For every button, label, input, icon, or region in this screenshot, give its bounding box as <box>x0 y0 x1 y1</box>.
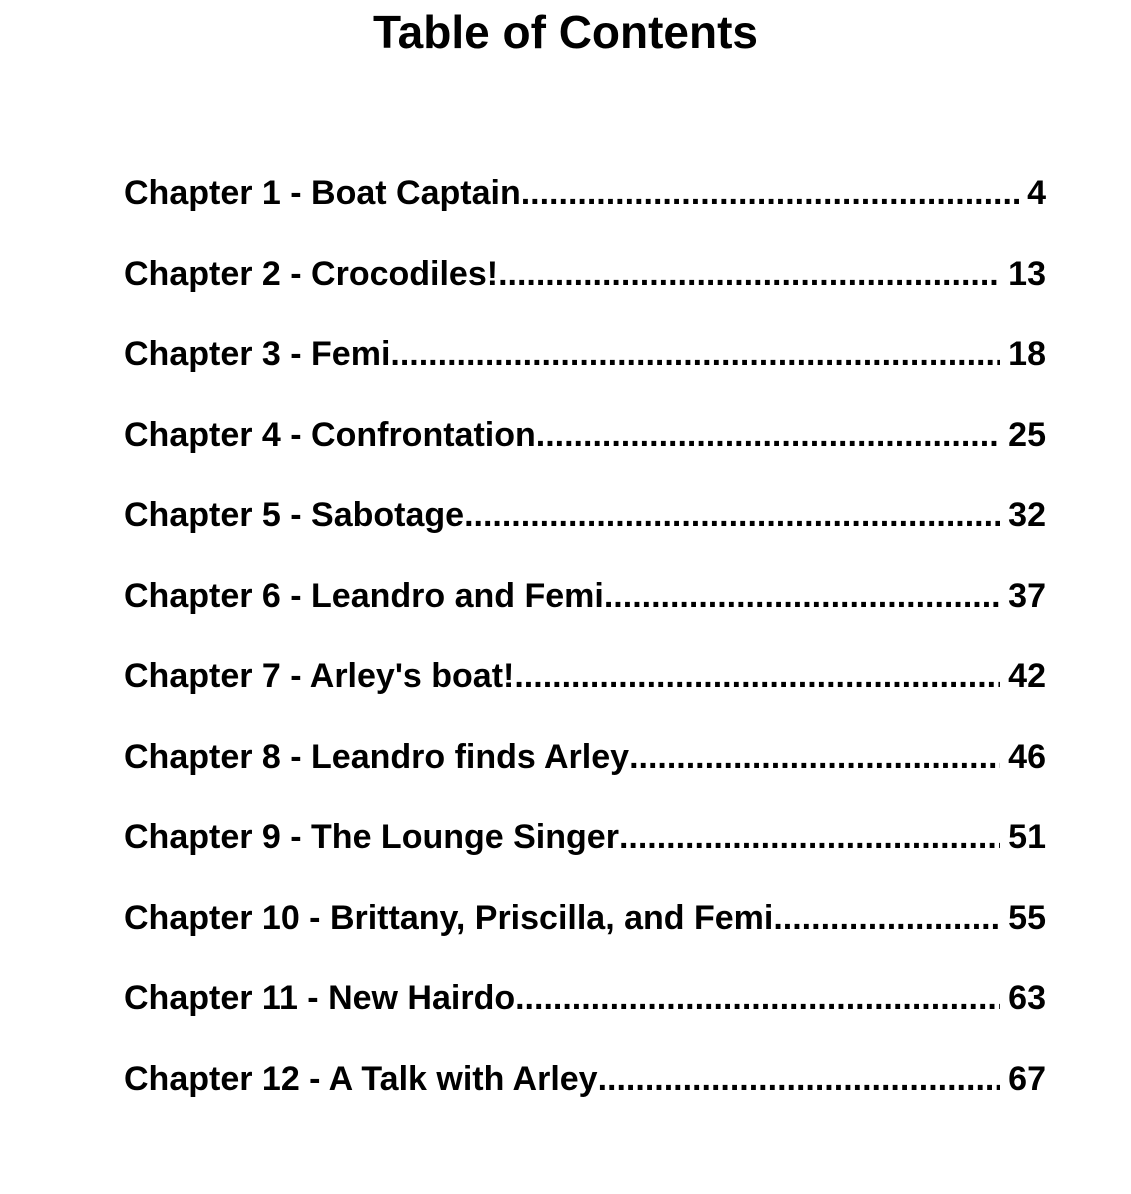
toc-entry-chapter-8[interactable] <box>124 732 1046 813</box>
dot-leader <box>390 329 1000 379</box>
page-number: 25 <box>1008 415 1046 454</box>
toc-entry-chapter-9[interactable] <box>124 812 1046 893</box>
chapter-title: Chapter 9 - The Lounge Singer <box>124 818 619 856</box>
toc-entry-chapter-12[interactable] <box>124 1054 1046 1135</box>
dot-leader <box>514 651 1000 701</box>
dot-leader <box>464 490 1000 540</box>
page-number: 4 <box>1027 174 1046 212</box>
chapter-title: Chapter 1 - Boat Captain <box>124 174 521 212</box>
chapter-title: Chapter 6 - Leandro and Femi <box>124 576 604 615</box>
dot-leader <box>498 249 1000 299</box>
chapter-title: Chapter 7 - Arley's boat! <box>124 657 515 695</box>
dot-leader <box>619 812 1000 862</box>
toc-entry-chapter-4[interactable] <box>124 410 1046 491</box>
dot-leader <box>521 168 1019 218</box>
chapter-title: Chapter 5 - Sabotage <box>124 496 465 534</box>
dot-leader <box>536 410 1000 460</box>
chapter-title: Chapter 2 - Crocodiles! <box>124 254 499 293</box>
chapter-title: Chapter 8 - Leandro finds Arley <box>124 737 630 776</box>
page-number: 37 <box>1008 576 1046 615</box>
page-title: Table of Contents <box>372 6 759 58</box>
page-number: 42 <box>1008 657 1046 695</box>
page-number: 46 <box>1008 737 1046 776</box>
toc-entry-chapter-7[interactable] <box>124 651 1046 732</box>
toc-entry-chapter-5[interactable] <box>124 490 1046 571</box>
toc-entry-chapter-6[interactable] <box>124 571 1046 652</box>
table-of-contents-list <box>124 168 1046 1134</box>
page-number: 51 <box>1008 818 1046 856</box>
toc-entry-chapter-2[interactable] <box>124 249 1046 330</box>
dot-leader <box>604 571 1000 621</box>
chapter-title: Chapter 12 - A Talk with Arley <box>124 1059 598 1098</box>
page-number: 67 <box>1008 1059 1046 1098</box>
page-number: 63 <box>1008 979 1046 1017</box>
page-number: 13 <box>1008 254 1046 293</box>
chapter-title: Chapter 10 - Brittany, Priscilla, and Femi <box>124 898 774 937</box>
toc-entry-chapter-11[interactable] <box>124 973 1046 1054</box>
chapter-title: Chapter 11 - New Hairdo <box>124 979 516 1017</box>
toc-entry-chapter-3[interactable] <box>124 329 1046 410</box>
toc-entry-chapter-1[interactable] <box>124 168 1046 249</box>
dot-leader <box>629 732 1000 782</box>
page-number: 18 <box>1008 335 1046 373</box>
dot-leader <box>598 1054 1001 1104</box>
dot-leader <box>515 973 1000 1023</box>
toc-entry-chapter-10[interactable] <box>124 893 1046 974</box>
page-number: 55 <box>1008 898 1046 937</box>
chapter-title: Chapter 3 - Femi <box>124 335 391 373</box>
dot-leader <box>773 893 1000 943</box>
page-number: 32 <box>1008 496 1046 534</box>
chapter-title: Chapter 4 - Confrontation <box>124 415 536 454</box>
